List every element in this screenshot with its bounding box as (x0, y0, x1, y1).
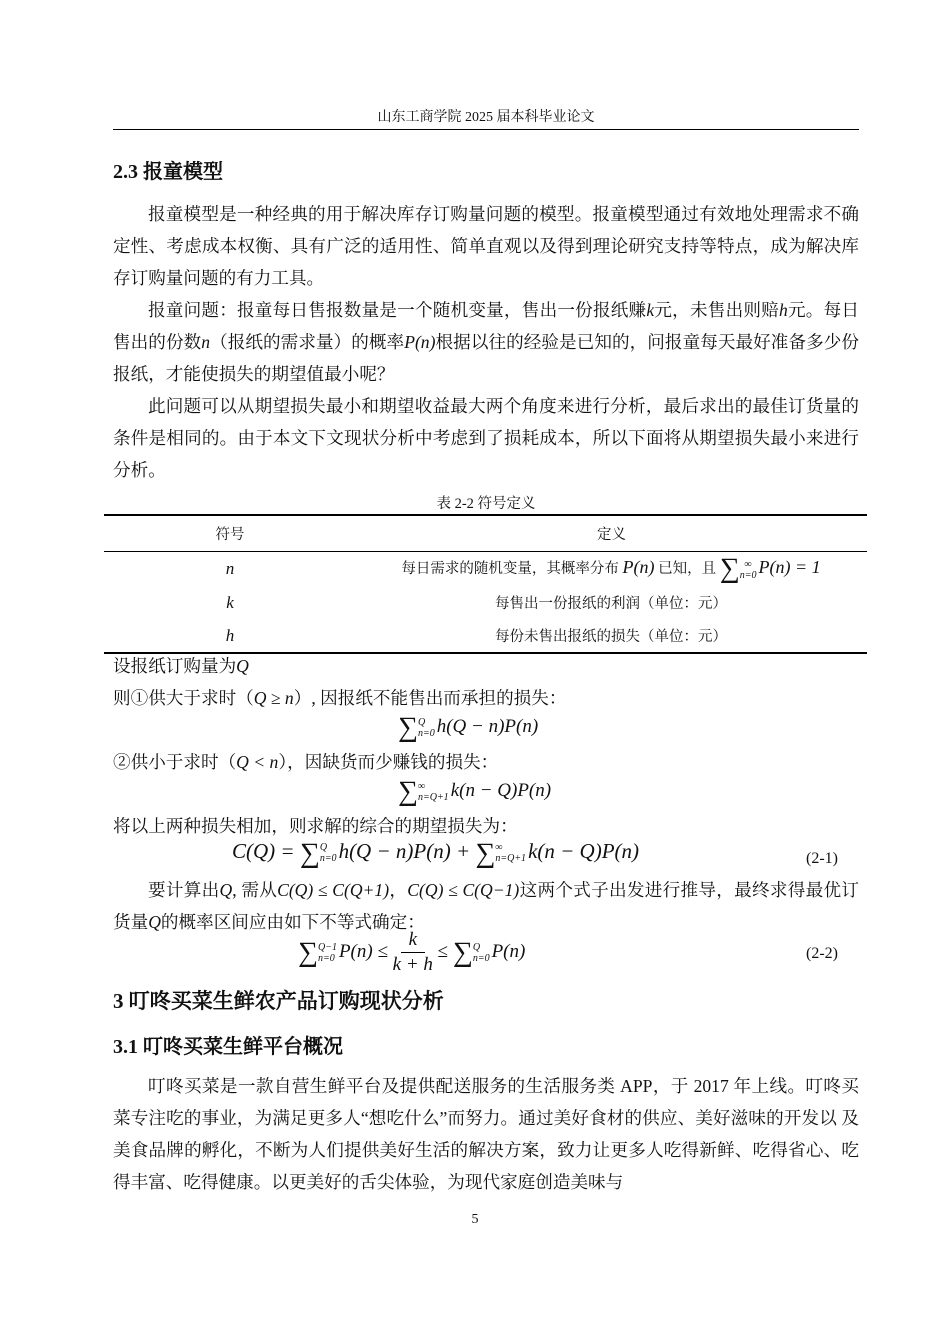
table-row (104, 619, 867, 653)
upper: Q (472, 941, 481, 953)
upper: ∞ (495, 842, 503, 854)
paragraph-problem (113, 294, 859, 390)
math-q: Q (236, 656, 249, 676)
math: k(n − Q)P(n) (528, 839, 640, 863)
sum-icon: ∑ (299, 838, 320, 869)
lower: n=0 (739, 569, 757, 581)
column-header-symbol: 符号 (104, 515, 356, 552)
math: Q < n (236, 752, 279, 772)
math-h: h (778, 300, 788, 320)
paragraph-dingdong: 叮咚买菜是一款自营生鲜平台及提供配送服务的生活服务类 APP，于 2017 年上线。叮咚买菜专注吃的事业，为满足更多人“想吃什么”而努力。通过美好食材的供应、美好滋味的开发以 及美食品牌的孵化，不断为人们提供美好生活的解决方案，致力让更多人吃得新鲜、吃得省心、吃得丰富、吃得健康。以更美好的舌尖体验，为现代家庭创造美味与 (113, 1076, 859, 1192)
text: （报纸的需求量）的概率 (210, 332, 405, 352)
sum-icon: ∑ (298, 936, 318, 968)
text: 要计算出 (148, 880, 220, 900)
sum-icon: ∑ (452, 936, 473, 968)
upper: ∞ (417, 780, 426, 792)
text: 报童问题：报童每日售报数量是一个随机变量，售出一份报纸赚 (148, 300, 647, 320)
text: , 需从 (232, 880, 278, 900)
section-heading-2-3: 2.3 报童模型 (113, 161, 223, 183)
symbol-cell: h (104, 619, 356, 653)
line-order-quantity (113, 650, 249, 682)
sum-icon: ∑ (398, 776, 418, 807)
lower: n=0 (417, 727, 435, 739)
line-sum-losses: 将以上两种损失相加，则求解的综合的期望损失为： (113, 816, 518, 836)
line-case-1 (113, 682, 566, 714)
symbol-cell: k (226, 592, 234, 612)
math: Q ≥ n (253, 688, 294, 708)
text: 已知，且 (658, 561, 717, 577)
math: h(Q − n)P(n) + (338, 839, 476, 863)
line-case-2 (113, 746, 498, 778)
upper: Q (319, 842, 328, 854)
section-heading-3: 3 叮咚买菜生鲜农产品订购现状分析 (113, 989, 444, 1013)
math: P(n) (622, 557, 655, 577)
text: 元，未售出则赔 (654, 300, 779, 320)
definition-cell: 每售出一份报纸的利润（单位：元） (495, 596, 727, 612)
math-k: k (646, 300, 655, 320)
math: C(Q) ≤ C(Q+1) (277, 880, 390, 900)
column-header-definition: 定义 (356, 515, 867, 552)
lower: n=0 (317, 952, 335, 964)
math: Q (219, 880, 233, 900)
text: 根据以往的经验是已知的，问报童每天最好准备多少份报纸，才能使损失的期望值最小呢？ (113, 332, 859, 384)
upper: Q (417, 716, 426, 728)
text: 的概率区间应由如下不等式确定： (160, 912, 425, 932)
upper: ∞ (744, 558, 752, 570)
paragraph-intro: 报童模型是一种经典的用于解决库存订购量问题的模型。报童模型通过有效地处理需求不确定性、考虑成本权衡、具有广泛的适用性、简单直观以及得到理论研究支持等特点，成为解决库存订购量问题的有力工具。 (113, 204, 859, 288)
fraction (393, 928, 433, 977)
lower: n=Q+1 (417, 791, 449, 803)
text: ）, 因报纸不能售出而承担的损失： (293, 688, 567, 708)
math: ≤ (432, 940, 453, 962)
math-n: n (201, 332, 211, 352)
formula-overstock-loss (398, 712, 538, 744)
text: 元。每日售出的份数 (113, 300, 859, 352)
text: 设报纸订购量为 (113, 656, 237, 676)
page-number: 5 (471, 1212, 479, 1227)
math: P(n) = 1 (758, 557, 821, 577)
symbol-cell: n (225, 559, 235, 578)
sum-icon: ∑ (475, 838, 496, 869)
formula-2-2 (298, 928, 525, 977)
text: ），因缺货而少赚钱的损失： (278, 752, 499, 772)
text: ， (389, 880, 408, 900)
formula-shortage-loss (398, 776, 551, 808)
math: P(n) ≤ (338, 940, 393, 962)
math: h(Q − n)P(n) (436, 716, 539, 737)
table-row (104, 552, 867, 587)
upper: Q−1 (317, 941, 337, 953)
symbol-table (104, 514, 867, 654)
lower: n=0 (319, 853, 337, 865)
sum-icon: ∑ (719, 553, 740, 584)
text: 这两个式子出发进行推导，最终求得最优订货量 (113, 880, 859, 932)
text: ②供小于求时（ (113, 752, 237, 772)
math: C(Q) ≤ C(Q−1) (407, 880, 520, 900)
table-row (104, 586, 867, 619)
definition-cell: 每份未售出报纸的损失（单位：元） (356, 619, 867, 653)
text: 每日需求的随机变量，其概率分布 (401, 561, 619, 577)
section-heading-3-1: 3.1 叮咚买菜生鲜平台概况 (113, 1036, 343, 1058)
numerator: k (401, 928, 425, 953)
formula-2-1 (232, 838, 639, 870)
running-header: 山东工商学院 2025 届本科毕业论文 (377, 110, 595, 125)
lower: n=Q+1 (495, 853, 527, 865)
math: Q (148, 912, 161, 932)
sum-icon: ∑ (398, 712, 418, 743)
math: P(n) (491, 940, 526, 962)
equation-number: (2-1) (806, 850, 838, 867)
lower: n=0 (472, 952, 490, 964)
math: C(Q) = (232, 839, 300, 863)
denominator: k + h (392, 954, 433, 975)
equation-number: (2-2) (806, 945, 838, 962)
definition-cell (356, 552, 867, 587)
math-pn: P(n) (404, 332, 436, 352)
math: k(n − Q)P(n) (450, 780, 552, 801)
paragraph-analysis: 此问题可以从期望损失最小和期望收益最大两个角度来进行分析，最后求出的最佳订货量的条件是相同的。由于本文下文现状分析中考虑到了损耗成本，所以下面将从期望损失最小来进行分析。 (113, 396, 859, 480)
text: 则①供大于求时（ (113, 688, 254, 708)
table-caption: 表 2-2 符号定义 (436, 496, 536, 512)
header-rule (113, 129, 859, 130)
